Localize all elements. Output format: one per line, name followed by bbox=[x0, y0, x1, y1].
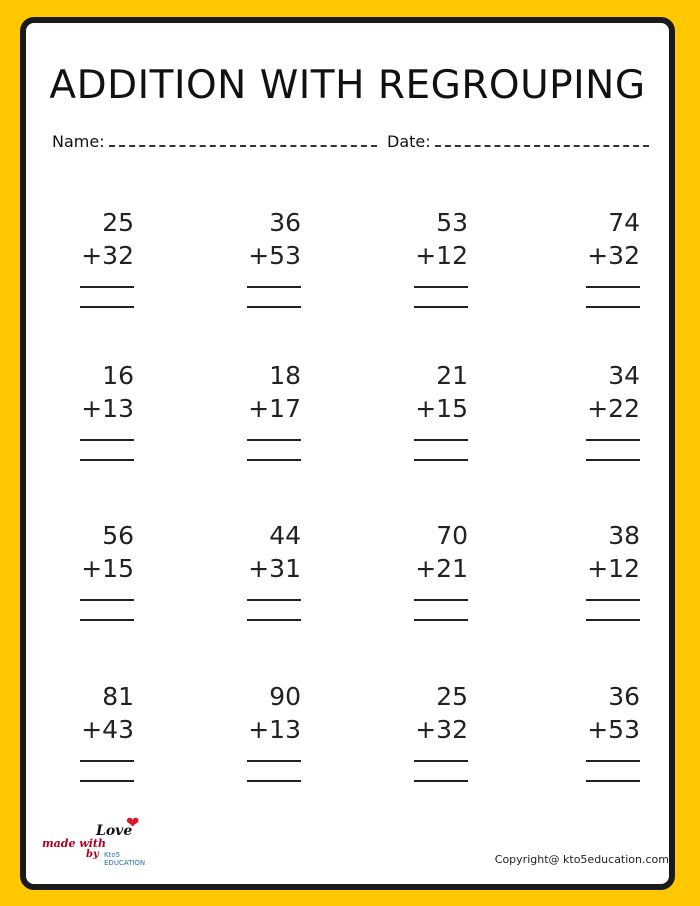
sum-line bbox=[80, 439, 134, 441]
addend-bottom: +32 bbox=[81, 241, 134, 270]
answer-line[interactable] bbox=[80, 780, 134, 782]
answer-line[interactable] bbox=[247, 306, 301, 308]
answer-line[interactable] bbox=[586, 306, 640, 308]
sum-line bbox=[247, 599, 301, 601]
worksheet-page bbox=[20, 17, 675, 890]
sum-line bbox=[414, 286, 468, 288]
love-text: Love bbox=[96, 823, 133, 839]
addend-top: 18 bbox=[269, 361, 301, 390]
sum-line bbox=[414, 599, 468, 601]
date-field[interactable] bbox=[387, 132, 649, 151]
answer-line[interactable] bbox=[247, 619, 301, 621]
addend-bottom: +31 bbox=[248, 554, 301, 583]
addition-problem bbox=[64, 206, 134, 272]
sum-line bbox=[247, 760, 301, 762]
addend-bottom: +13 bbox=[81, 394, 134, 423]
copyright-text: Copyright@ kto5education.com bbox=[494, 853, 669, 866]
addend-bottom: +32 bbox=[415, 715, 468, 744]
answer-line[interactable] bbox=[247, 780, 301, 782]
addend-top: 38 bbox=[608, 521, 640, 550]
worksheet-title: ADDITION WITH REGROUPING bbox=[49, 63, 646, 108]
addend-top: 36 bbox=[608, 682, 640, 711]
answer-line[interactable] bbox=[414, 306, 468, 308]
sum-line bbox=[414, 439, 468, 441]
addend-top: 25 bbox=[436, 682, 468, 711]
addend-bottom: +53 bbox=[248, 241, 301, 270]
addend-top: 90 bbox=[269, 682, 301, 711]
name-blank-line[interactable] bbox=[109, 135, 377, 147]
name-field[interactable] bbox=[52, 132, 377, 151]
answer-line[interactable] bbox=[247, 459, 301, 461]
addend-top: 81 bbox=[102, 682, 134, 711]
addend-top: 25 bbox=[102, 208, 134, 237]
addend-bottom: +53 bbox=[587, 715, 640, 744]
date-blank-line[interactable] bbox=[435, 135, 649, 147]
answer-line[interactable] bbox=[414, 780, 468, 782]
addend-bottom: +15 bbox=[81, 554, 134, 583]
addition-problem bbox=[64, 519, 134, 585]
addend-bottom: +43 bbox=[81, 715, 134, 744]
addend-top: 53 bbox=[436, 208, 468, 237]
addition-problem bbox=[398, 359, 468, 425]
sum-line bbox=[586, 760, 640, 762]
by-text: by bbox=[86, 849, 99, 860]
addend-top: 36 bbox=[269, 208, 301, 237]
addition-problem bbox=[570, 680, 640, 746]
addend-bottom: +22 bbox=[587, 394, 640, 423]
addend-bottom: +12 bbox=[415, 241, 468, 270]
addend-top: 74 bbox=[608, 208, 640, 237]
date-label: Date: bbox=[387, 132, 431, 151]
addend-top: 56 bbox=[102, 521, 134, 550]
addition-problem bbox=[398, 206, 468, 272]
addend-bottom: +17 bbox=[248, 394, 301, 423]
addition-problem bbox=[64, 359, 134, 425]
addition-problem bbox=[398, 519, 468, 585]
kto5-logo-text: Kto5 EDUCATION bbox=[104, 851, 146, 867]
sum-line bbox=[586, 439, 640, 441]
sum-line bbox=[247, 439, 301, 441]
addend-bottom: +13 bbox=[248, 715, 301, 744]
addend-bottom: +32 bbox=[587, 241, 640, 270]
addend-bottom: +21 bbox=[415, 554, 468, 583]
answer-line[interactable] bbox=[80, 306, 134, 308]
sum-line bbox=[414, 760, 468, 762]
sum-line bbox=[80, 286, 134, 288]
addition-problem bbox=[570, 206, 640, 272]
made-with-text: made with bbox=[42, 837, 107, 850]
name-label: Name: bbox=[52, 132, 105, 151]
heart-icon: ❤ bbox=[126, 813, 140, 832]
sum-line bbox=[586, 286, 640, 288]
answer-line[interactable] bbox=[414, 459, 468, 461]
addition-problem bbox=[231, 206, 301, 272]
addend-bottom: +12 bbox=[587, 554, 640, 583]
addition-problem bbox=[231, 359, 301, 425]
addend-bottom: +15 bbox=[415, 394, 468, 423]
addend-top: 21 bbox=[436, 361, 468, 390]
sum-line bbox=[80, 599, 134, 601]
made-with-love-logo bbox=[42, 813, 162, 869]
sum-line bbox=[247, 286, 301, 288]
addition-problem bbox=[570, 359, 640, 425]
addend-top: 16 bbox=[102, 361, 134, 390]
answer-line[interactable] bbox=[586, 459, 640, 461]
addition-problem bbox=[231, 519, 301, 585]
sum-line bbox=[80, 760, 134, 762]
answer-line[interactable] bbox=[586, 619, 640, 621]
addition-problem bbox=[231, 680, 301, 746]
answer-line[interactable] bbox=[80, 619, 134, 621]
addend-top: 44 bbox=[269, 521, 301, 550]
addition-problem bbox=[398, 680, 468, 746]
answer-line[interactable] bbox=[80, 459, 134, 461]
sum-line bbox=[586, 599, 640, 601]
addend-top: 70 bbox=[436, 521, 468, 550]
answer-line[interactable] bbox=[586, 780, 640, 782]
addend-top: 34 bbox=[608, 361, 640, 390]
answer-line[interactable] bbox=[414, 619, 468, 621]
addition-problem bbox=[64, 680, 134, 746]
addition-problem bbox=[570, 519, 640, 585]
